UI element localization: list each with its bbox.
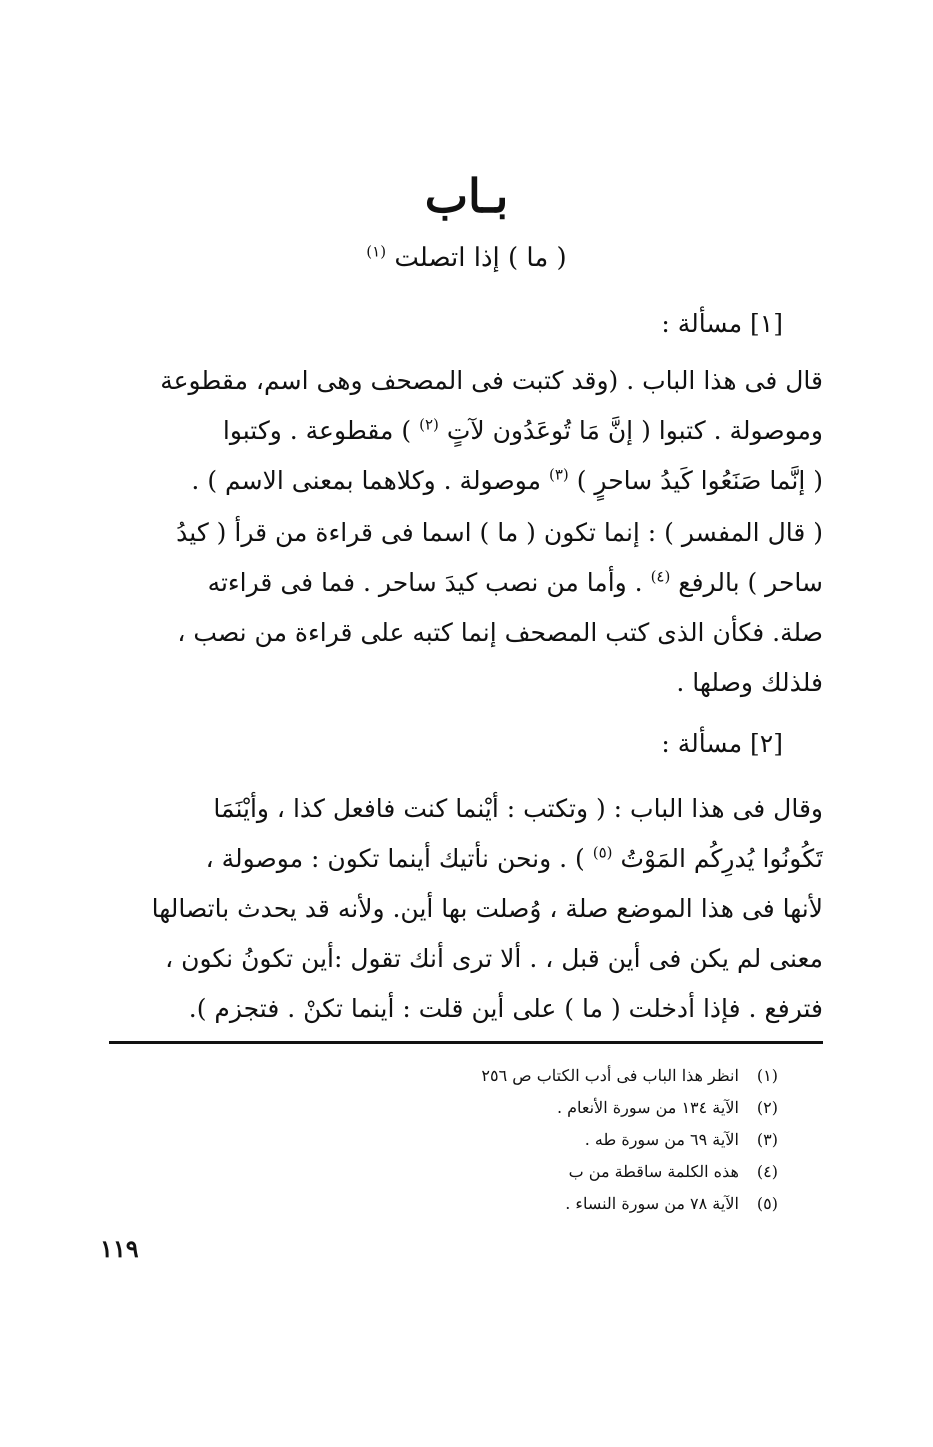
chapter-title: بـاب xyxy=(424,169,509,223)
footnote-number: (٢) xyxy=(756,1098,778,1117)
line-text: فلذلك وصلها . xyxy=(676,668,823,697)
footnote-text: انظر هذا الباب فى أدب الكتاب ص ٢٥٦ xyxy=(481,1066,739,1085)
line-text: تَكُونُوا يُدرِكُم المَوْتُ xyxy=(620,844,823,873)
text-line xyxy=(108,558,823,608)
line-text: ) . ونحن نأتيك أينما تكون : موصولة ، xyxy=(205,844,585,873)
line-text: لأنها فى هذا الموضع صلة ، وُصلت بها أين. ولأنه قد يحدث باتصالها xyxy=(151,894,823,923)
text-line xyxy=(108,608,823,658)
text-line xyxy=(108,456,823,506)
paragraph-2 xyxy=(108,508,823,708)
text-line xyxy=(108,784,823,834)
chapter-subtitle xyxy=(0,238,933,278)
footnote-item xyxy=(378,1156,778,1188)
line-text: ( قال المفسر ) : إنما تكون ( ما ) اسما فى قراءة من قرأ ( كيدُ xyxy=(176,518,823,547)
footnote-item xyxy=(378,1124,778,1156)
text-line xyxy=(108,834,823,884)
footnote-ref: (١) xyxy=(366,242,387,261)
line-text: فترفع . فإذا أدخلت ( ما ) على أين قلت : أينما تكنْ . فتجزم ). xyxy=(188,994,823,1023)
footnote-ref: (٢) xyxy=(419,415,439,434)
section-heading-2: [٢] مسألة : xyxy=(661,729,783,758)
line-text: ( إنَّما صَنَعُوا كَيدُ ساحرٍ ) xyxy=(576,466,823,495)
text-line xyxy=(108,884,823,934)
paragraph-3 xyxy=(108,784,823,1034)
footnote-number: (٣) xyxy=(756,1130,778,1149)
line-text: . وأما من نصب كيدَ ساحر . فما فى قراءته xyxy=(207,568,643,597)
footnote-item xyxy=(378,1188,778,1220)
page-number: ١١٩ xyxy=(100,1234,139,1263)
line-text: صلة. فكأن الذى كتب المصحف إنما كتبه على قراءة من نصب ، xyxy=(177,618,823,647)
footnote-text: هذه الكلمة ساقطة من ب xyxy=(568,1162,739,1181)
footnote-ref: (٥) xyxy=(592,843,613,862)
footnote-ref: (٤) xyxy=(650,567,671,586)
line-text: قال فى هذا الباب . (وقد كتبت فى المصحف وهى اسم، مقطوعة xyxy=(160,366,823,395)
line-text: وموصولة . كتبوا ( إنَّ مَا تُوعَدُون لآتٍ xyxy=(446,416,823,445)
footnote-text: الآية ٦٩ من سورة طه . xyxy=(584,1130,739,1149)
line-text: ساحر ) بالرفع xyxy=(678,568,823,597)
paragraph-1 xyxy=(108,356,823,506)
footnote-item xyxy=(378,1092,778,1124)
chapter-subtitle-text: ( ما ) إذا اتصلت xyxy=(394,243,567,273)
footnote-text: الآية ١٣٤ من سورة الأنعام . xyxy=(556,1098,739,1117)
line-text: موصولة . وكلاهما بمعنى الاسم ) . xyxy=(191,466,542,495)
line-text: معنى لم يكن فى أين قبل ، . ألا ترى أنك تقول :أين تكونُ نكون ، xyxy=(165,944,823,973)
line-text: وقال فى هذا الباب : ( وتكتب : أيْنما كنت فافعل كذا ، وأيْنَمَا xyxy=(213,794,823,823)
footnote-ref: (٣) xyxy=(548,465,569,484)
text-line xyxy=(108,658,823,708)
text-line xyxy=(108,934,823,984)
text-line xyxy=(108,356,823,406)
section-heading-1: [١] مسألة : xyxy=(661,309,783,338)
footnote-number: (١) xyxy=(756,1066,778,1085)
text-line xyxy=(108,508,823,558)
text-line xyxy=(108,984,823,1034)
footnote-number: (٤) xyxy=(756,1162,778,1181)
footnote-item xyxy=(378,1060,778,1092)
footnote-text: الآية ٧٨ من سورة النساء . xyxy=(565,1194,739,1213)
footnote-divider xyxy=(109,1041,823,1044)
line-text: ) مقطوعة . وكتبوا xyxy=(222,416,412,445)
text-line xyxy=(108,406,823,456)
footnote-number: (٥) xyxy=(756,1194,778,1213)
footnotes xyxy=(378,1060,778,1220)
